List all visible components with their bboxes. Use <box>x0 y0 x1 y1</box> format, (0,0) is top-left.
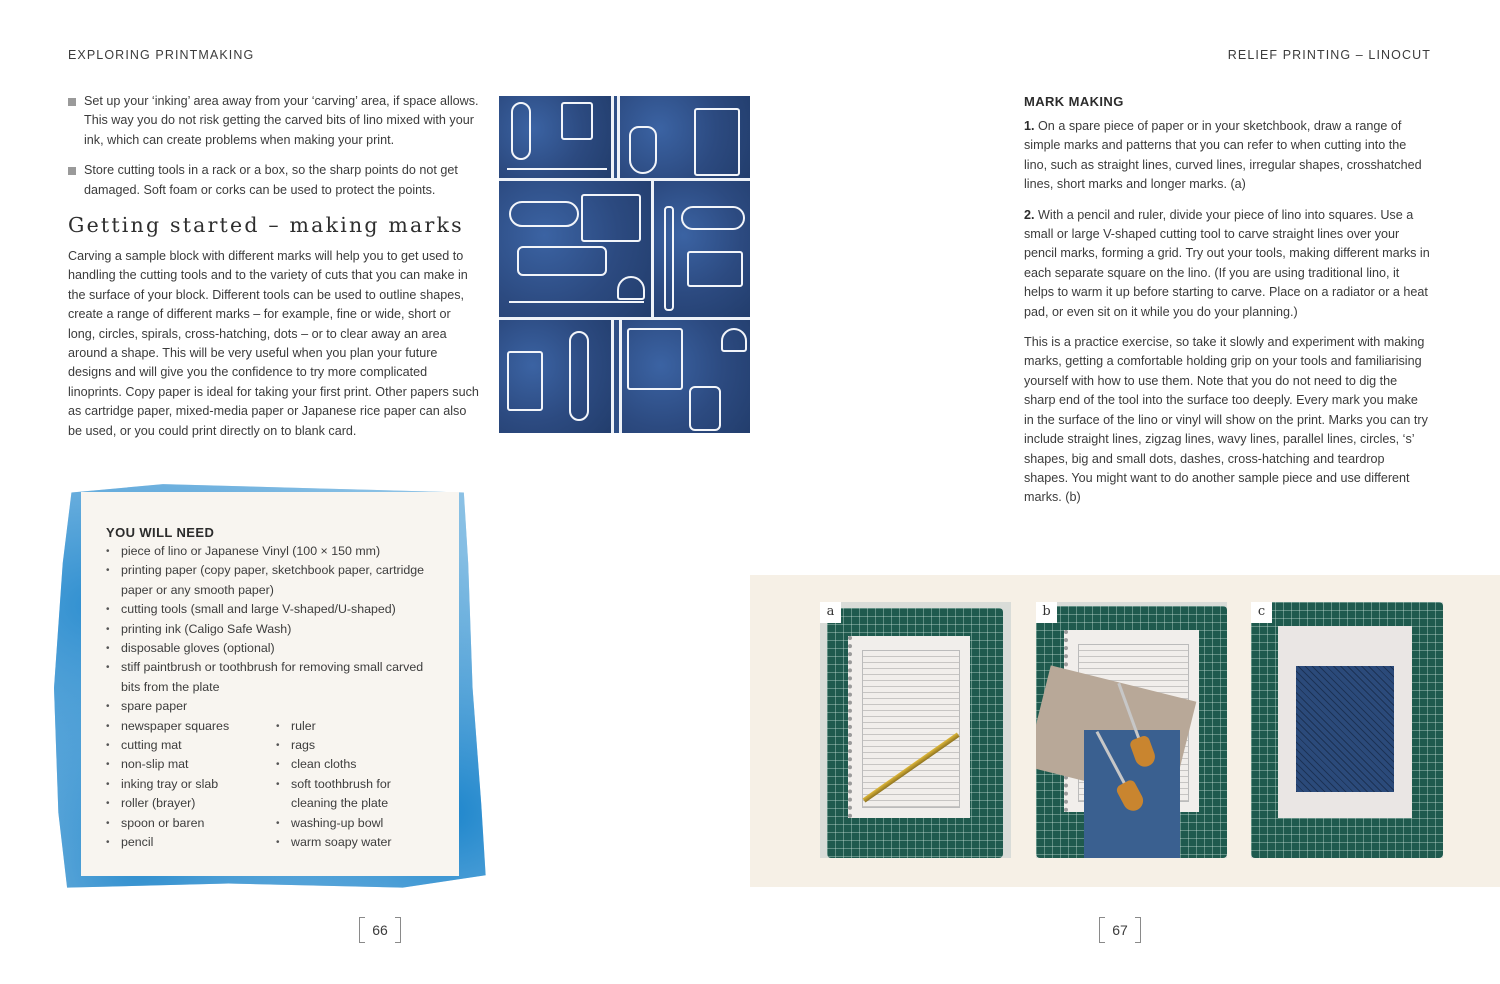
step-text: With a pencil and ruler, divide your piece of lino into squares. Use a small or large V-shaped cutting tool to carve straight lines over your pencil marks, forming a grid. Try out your tools, making different marks in each separate square on the lino. (If you are using traditional lino, it helps to warm it up before starting to carve. Place on a radiator or a heat pad, or even sit on it while you do your planning.) <box>1024 207 1430 319</box>
tip-item <box>68 161 480 200</box>
you-will-need-box <box>54 480 490 896</box>
mark-making-steps <box>1024 117 1430 519</box>
mark-making-heading: MARK MAKING <box>1024 94 1124 109</box>
list-item: • cutting mat <box>106 736 276 755</box>
practice-paragraph: This is a practice exercise, so take it slowly and experiment with making marks, getting a comfortable holding grip on your tools and familiarising yourself with how to use them. Note that you do not need to dig the sharp end of the tool into the surface too deeply. Every mark you make in the surface of the lino or vinyl will show on the print. Marks you can try include straight lines, zigzag lines, wavy lines, parallel lines, circles, ‘s’ shapes, big and small dots, dashes, cross-hatching and teardrop shapes. You might want to do another sample piece and use different marks. (b) <box>1024 335 1428 505</box>
list-item: • piece of lino or Japanese Vinyl (100 × 150 mm) <box>106 542 435 561</box>
list-item: • printing paper (copy paper, sketchbook paper, cartridge paper or any smooth paper) <box>106 561 435 600</box>
list-item: • spare paper <box>106 697 435 716</box>
step-text: On a spare piece of paper or in your sketchbook, draw a range of simple marks and patterns that you can refer to when cutting into the lino, such as straight lines, curved lines, irregular shapes, crosshatched lines, short marks and longer marks. (a) <box>1024 119 1422 192</box>
tip-item <box>68 92 480 150</box>
photo-c <box>1251 602 1443 858</box>
list-item: • washing-up bowl <box>276 814 426 833</box>
tip-text: Store cutting tools in a rack or a box, so the sharp points do not get damaged. Soft foam or corks can be used to protect the points. <box>84 163 458 197</box>
list-item: • newspaper squares <box>106 717 276 736</box>
materials-columns <box>106 717 435 853</box>
list-item: • spoon or baren <box>106 814 276 833</box>
intro-paragraph: Carving a sample block with different marks will help you to get used to handling the cutting tools and to the variety of cuts that you can make in the surface of your block. Different tools can be used to outline shapes, create a range of different marks – for example, fine or wide, short or long, circles, spirals, cross-hatching, dots – or to clear away an area around a shape. This will be very useful when you plan your future designs and will give you the confidence to try more complicated linoprints. Copy paper is ideal for taking your first print. Other papers such as cartridge paper, mixed-media paper or Japanese rice paper can also be used, or you could print directly on to blank card. <box>68 249 479 438</box>
list-item: • clean cloths <box>276 755 426 774</box>
photo-b <box>1036 602 1227 858</box>
materials-list <box>106 542 435 717</box>
list-item: • pencil <box>106 833 276 852</box>
list-item: • stiff paintbrush or toothbrush for removing small carved bits from the plate <box>106 658 435 697</box>
page-number-left: 66 <box>359 917 401 943</box>
photo-label: c <box>1251 602 1272 623</box>
materials-column-2 <box>276 717 426 853</box>
list-item: • soft toothbrush for cleaning the plate <box>276 775 426 814</box>
list-item: • inking tray or slab <box>106 775 276 794</box>
step-2 <box>1024 206 1430 322</box>
list-item: • disposable gloves (optional) <box>106 639 435 658</box>
section-heading: Getting started – making marks <box>68 213 464 237</box>
step-number: 1. <box>1024 119 1035 133</box>
running-head-right: RELIEF PRINTING – LINOCUT <box>1227 48 1431 62</box>
linocut-print-image <box>499 96 750 433</box>
you-will-need-card <box>81 492 459 876</box>
photo-strip <box>750 575 1500 887</box>
photo-a <box>820 602 1011 858</box>
tip-text: Set up your ‘inking’ area away from your ‘carving’ area, if space allows. This way you do not risk getting the carved bits of lino mixed with your ink, which can create problems when making your print. <box>84 94 479 147</box>
step-number: 2. <box>1024 207 1035 222</box>
square-bullet-icon <box>68 98 76 106</box>
tips-list <box>68 92 480 211</box>
list-item: • warm soapy water <box>276 833 426 852</box>
list-item: • non-slip mat <box>106 755 276 774</box>
step-1 <box>1024 117 1430 195</box>
list-item: • rags <box>276 736 426 755</box>
square-bullet-icon <box>68 167 76 175</box>
photo-label: a <box>820 602 841 623</box>
you-will-need-title: YOU WILL NEED <box>106 525 215 540</box>
running-head-left: EXPLORING PRINTMAKING <box>68 48 255 62</box>
materials-column-1 <box>106 717 276 853</box>
photo-label: b <box>1036 602 1057 623</box>
list-item: • roller (brayer) <box>106 794 276 813</box>
list-item: • ruler <box>276 717 426 736</box>
list-item: • cutting tools (small and large V-shaped/U-shaped) <box>106 600 435 619</box>
list-item: • printing ink (Caligo Safe Wash) <box>106 620 435 639</box>
page-number-right: 67 <box>1099 917 1141 943</box>
